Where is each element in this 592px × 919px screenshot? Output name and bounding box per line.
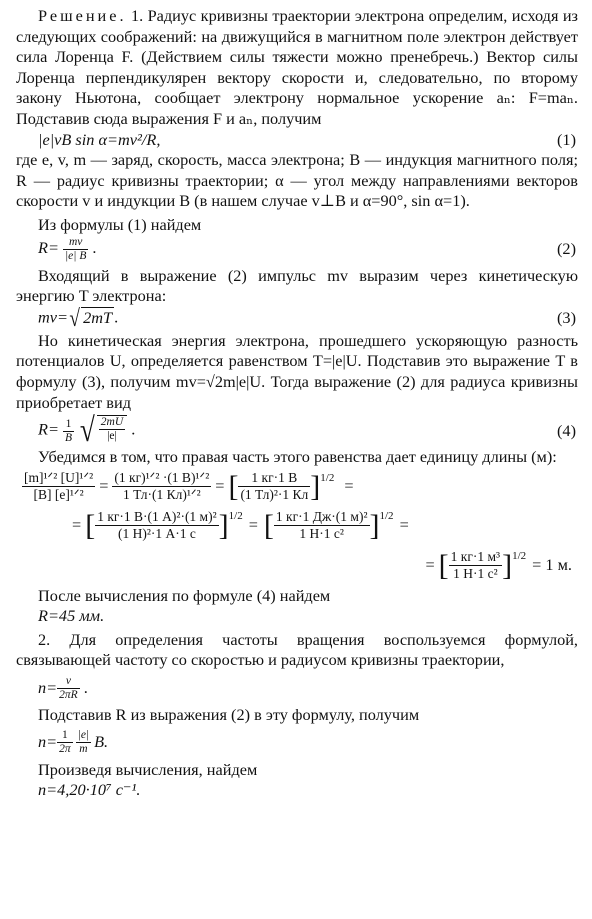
fraction-numerator: mv (63, 236, 88, 250)
dimension-fraction-e: $\frac{\text{1 кг·1 Дж·(1 м)²}}{\text{1 Н·1 с²}}$ (275, 509, 368, 542)
equation-6-fraction-a: $\frac{1}{2\pi}$ (59, 729, 71, 756)
equation-1-body: |e|vB sin α=mv²/R, (38, 129, 161, 149)
paragraph-5: Но кинетическая энергия электрона, прошедшего ускоряющую разность потенциалов U, определяется равенством T=|e|U. Подставив это выражение T в формулу (3), получим mv=√2m|e|U. Тогда выражение (2) для радиуса кривизны приобретает вид (16, 330, 578, 412)
dimension-line-1: $\frac{\text{[m]¹ᐟ² [U]¹ᐟ²}}{\text{[B] [e]¹ᐟ²}}$ = $\frac{\text{(1 кг)¹ᐟ² ·(1 В)¹ᐟ²}}{\text{1 Тл·(1 Кл)¹ᐟ²}}$ = [ $\frac{1 кг\cdot 1 В}{\text{(1 Тл)²·1 Кл}}$ ] $^{1/2}$ = (24, 469, 354, 503)
equation-3-tail: . (114, 307, 119, 327)
paragraph-3: Из формулы (1) найдем (38, 214, 202, 234)
dimension-check (16, 468, 578, 586)
fraction-numerator: 1 (63, 418, 74, 432)
paragraph-4: Входящий в выражение (2) импульс mv выразим через кинетическую энергию T электрона: (16, 265, 578, 306)
sqrt-sign: √ 2mT (69, 305, 113, 332)
paragraph-10: Произведя вычисления, найдем (38, 759, 258, 779)
paragraph-7: После вычисления по формуле (4) найдем (38, 585, 331, 605)
equation-3 (16, 307, 578, 331)
equation-2-number: (2) (557, 238, 576, 258)
fraction-denominator: B (65, 431, 73, 444)
dimension-result: = 1 м. (532, 555, 572, 575)
equation-4-lhs: R= (38, 419, 59, 439)
equation-4 (16, 412, 578, 450)
fraction-denominator: |e| B (65, 249, 87, 262)
equation-2 (16, 236, 578, 263)
dimension-line-2: = [ $\frac{\text{1 кг·1 В·(1 А)²·(1 м)²}}{\text{(1 Н)²·1 А·1 с}}$ ] $^{1/2}$ = [ $\frac{\text{1 кг·1 Дж·(1 м)²}}{\text{1 Н·1 с²}}$ ] $^{1/2}$ = (72, 508, 409, 542)
dimension-fraction-c: $\frac{1 кг\cdot 1 В}{\text{(1 Тл)²·1 Кл}}$ (240, 470, 309, 503)
equation-5-fraction: $\frac{v}{2\pi R}$ (59, 674, 78, 701)
dimension-fraction-a: $\frac{\text{[m]¹ᐟ² [U]¹ᐟ²}}{\text{[B] [e]¹ᐟ²}}$ (24, 470, 94, 503)
equation-1-number: (1) (557, 129, 576, 149)
result-2: n=4,20·10⁷ с⁻¹. (38, 780, 141, 800)
equation-4-fraction (63, 418, 74, 445)
equation-2-tail: . (92, 237, 97, 257)
dimension-fraction-f: $\frac{\text{1 кг·1 м³}}{\text{1 Н·1 с²}}$ (450, 549, 501, 582)
dimension-line-3: = [ $\frac{\text{1 кг·1 м³}}{\text{1 Н·1 с²}}$ ] $^{1/2}$ = 1 м. (425, 548, 572, 582)
equation-6: n= $\frac{1}{2\pi}$ $\frac{|e|}{m}$ B. (38, 729, 109, 756)
equation-2-lhs: R= (38, 237, 59, 257)
equation-2-fraction (63, 236, 88, 263)
radicand: 2mT (81, 307, 114, 331)
equation-3-lhs: mv= (38, 307, 68, 327)
paragraph-8: 2. Для определения частоты вращения воспользуемся формулой, связывающей частоту со скоростью и радиусом кривизны траектории, (16, 629, 578, 670)
fraction-denominator: |e| (107, 430, 117, 443)
paragraph-1-text: 1. Радиус кривизны траектории электрона определим, исходя из следующих соображений: на движущийся в магнитном поле электрон действует сила Лоренца F. (Действием силы тяжести можно пренебречь.) Вектор силы Лоренца перпендикулярен вектору скорости и, следовательно, по второму закону Ньютона, сообщает электрону нормальное ускорение aₙ: F=maₙ. Подставив сюда выражения F и aₙ, получим (16, 6, 578, 128)
dimension-fraction-b: $\frac{\text{(1 кг)¹ᐟ² ·(1 В)¹ᐟ²}}{\text{1 Тл·(1 Кл)¹ᐟ²}}$ (114, 470, 210, 503)
paragraph-2: где e, v, m — заряд, скорость, масса электрона; B — индукция магнитного поля; R — радиус кривизны траектории; α — угол между направлениями векторов скорости v и индукции B (в нашем случае v⊥B и α=90°, sin α=1). (16, 150, 578, 211)
equation-4-number: (4) (557, 420, 576, 440)
result-1: R=45 мм. (38, 606, 105, 626)
paragraph-6: Убедимся в том, что правая часть этого равенства дает единицу длины (м): (38, 447, 557, 467)
equation-4-tail: . (131, 419, 136, 439)
dimension-fraction-d: $\frac{\text{1 кг·1 В·(1 А)²·(1 м)²}}{\text{(1 Н)²·1 А·1 с}}$ (97, 509, 217, 542)
equation-5: n= $\frac{v}{2\pi R}$ . (38, 674, 88, 701)
paragraph-9: Подставив R из выражения (2) в эту формулу, получим (38, 705, 420, 725)
equation-3-number: (3) (557, 308, 576, 328)
sqrt-fraction (97, 415, 127, 447)
solution-heading: Решение. (38, 6, 127, 25)
equation-6-fraction-b: $\frac{|e|}{m}$ (77, 729, 90, 756)
fraction-numerator: 2mU (100, 416, 124, 429)
sqrt-sign: √ $\frac{2mU}{|e|}$ (78, 415, 127, 447)
equation-1 (16, 130, 578, 151)
paragraph-1 (16, 6, 578, 130)
